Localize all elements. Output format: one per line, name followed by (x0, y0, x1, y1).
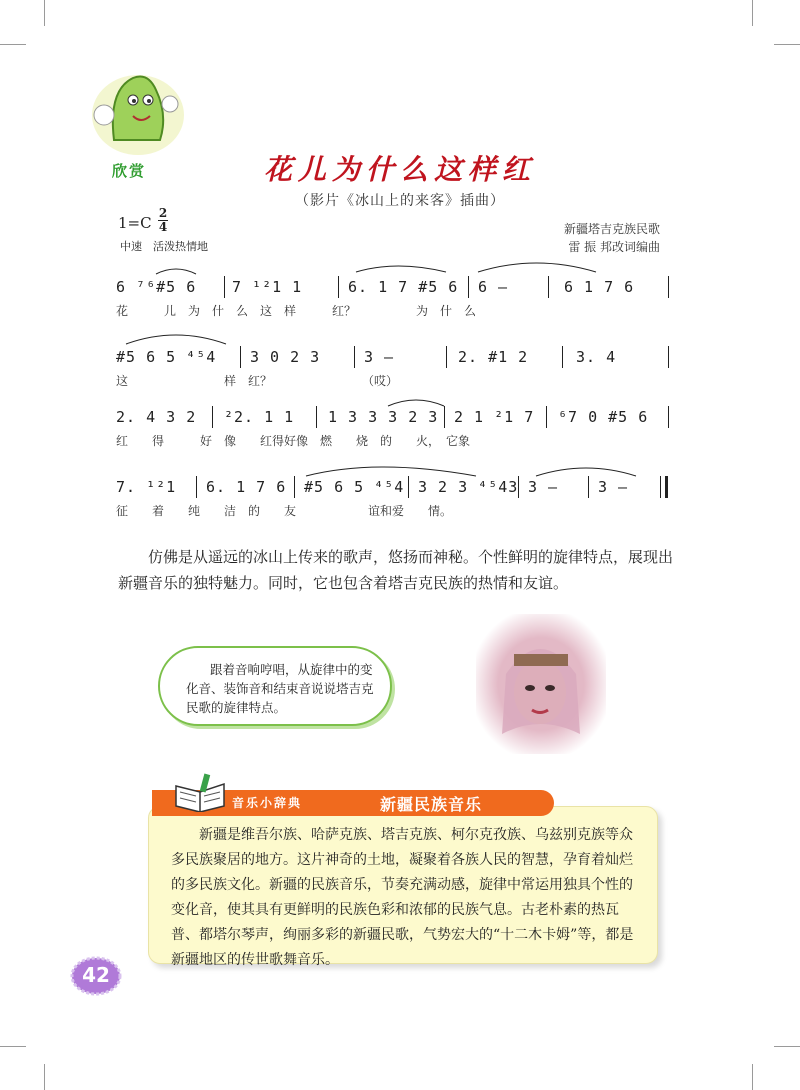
measure: 1 3 3 3 2 3 (328, 408, 439, 426)
song-title: 花儿为什么这样红 (263, 153, 536, 186)
measure: 2 1 ²1 7 (454, 408, 535, 426)
measure: 3 – (598, 478, 629, 496)
crop-mark (44, 1064, 45, 1090)
credit-arranger: 雷 振 邦改词编曲 (568, 240, 660, 254)
performer-photo (476, 614, 606, 754)
measure: 6 1 7 6 (564, 278, 635, 296)
measure: #5 6 5 ⁴⁵4 (116, 348, 217, 366)
slur-marks (116, 250, 676, 510)
crop-mark (774, 1046, 800, 1047)
description-paragraph: 仿佛是从遥远的冰山上传来的歌声，悠扬而神秘。个性鲜明的旋律特点，展现出新疆音乐的独特魅力。同时，它也包含着塔吉克民族的热情和友谊。 (118, 548, 674, 592)
measure: ²2. 1 1 (224, 408, 295, 426)
measure: 7. ¹²1 (116, 478, 177, 496)
measure: 3 2 3 ⁴⁵43 (418, 478, 519, 496)
tempo-marking: 中速 活泼热情地 (120, 240, 208, 253)
measure: 2. #1 2 (458, 348, 529, 366)
measure: #5 6 5 ⁴⁵4 (304, 478, 405, 496)
measure: ⁶7 0 #5 6 (558, 408, 649, 426)
crop-mark (774, 44, 800, 45)
bubble-text: 跟着音响哼唱，从旋律中的变化音、装饰音和结束音说说塔吉克民歌的旋律特点。 (186, 662, 374, 715)
mascot-icon (78, 60, 188, 160)
page-number-badge (70, 956, 122, 996)
dictionary-box (148, 806, 658, 968)
lyrics-line: 这 样 红？ （哎） (116, 374, 399, 388)
song-subtitle: （影片《冰山上的来客》插曲） (295, 193, 505, 209)
section-label: 欣赏 (112, 162, 147, 180)
lyrics-line: 花 儿 为 什 么 这 样 红？ 为 什 么 (116, 304, 477, 318)
measure: 6 – (478, 278, 509, 296)
key-signature: 1=C (118, 214, 152, 232)
measure: 3 – (528, 478, 559, 496)
crop-mark (0, 1046, 26, 1047)
measure: 3. 4 (576, 348, 617, 366)
dictionary-label: 音乐小辞典 (232, 796, 303, 810)
measure: 6 ⁷⁶#5 6 (116, 278, 197, 296)
measure: 2. 4 3 2 (116, 408, 197, 426)
measure: 7 ¹²1 1 (232, 278, 303, 296)
crop-mark (44, 0, 45, 26)
page-number: 42 (82, 963, 110, 987)
speech-bubble (158, 646, 392, 726)
measure: 6. 1 7 #5 6 (348, 278, 459, 296)
credit-genre: 新疆塔吉克族民歌 (563, 222, 660, 236)
meter-top: 2 (158, 206, 168, 220)
measure: 3 – (364, 348, 395, 366)
dictionary-text: 新疆是维吾尔族、哈萨克族、塔吉克族、柯尔克孜族、乌兹别克族等众多民族聚居的地方。这片神奇的土地，凝聚着各族人民的智慧，孕育着灿烂的多民族文化。新疆的民族音乐，节奏充满动感，旋律中常运用独具个性的变化音，使其具有更鲜明的民族色彩和浓郁的民族气息。古老朴素的热瓦普、都塔尔琴声，绚丽多彩的新疆民歌，气势宏大的“十二木卡姆”等，都是新疆地区的传世歌舞音乐。 (171, 827, 634, 968)
crop-mark (0, 44, 26, 45)
meter-bottom: 4 (158, 220, 168, 234)
lyrics-line: 红 得 好 像 红得好像 燃 烧 的 火， 它象 (116, 434, 471, 448)
time-signature (158, 207, 168, 234)
crop-mark (752, 1064, 753, 1090)
lyrics-line: 征 着 纯 洁 的 友 谊和爱 情。 (116, 504, 453, 518)
book-icon (172, 772, 228, 812)
measure: 3 0 2 3 (250, 348, 321, 366)
dictionary-title: 新疆民族音乐 (380, 795, 483, 814)
crop-mark (752, 0, 753, 26)
measure: 6. 1 7 6 (206, 478, 287, 496)
